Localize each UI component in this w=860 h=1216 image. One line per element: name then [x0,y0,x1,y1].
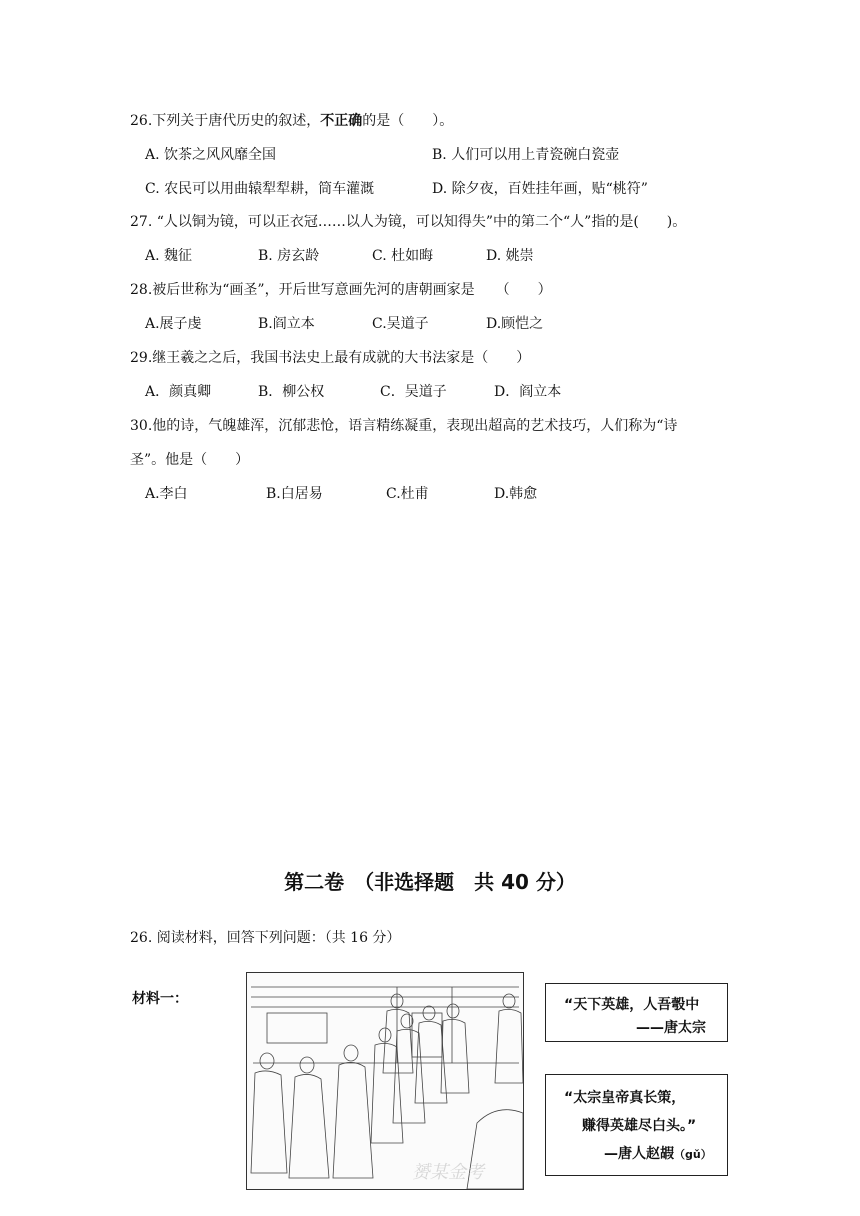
q27-option-a: A. 魏征 [145,248,193,264]
q27-option-c: C. 杜如晦 [372,248,434,264]
question-26-stem [130,112,453,130]
stem-emphasis: 不正确 [320,113,363,129]
q29-option-b: B．柳公权 [258,384,325,400]
quote-2-line2: 赚得英雄尽白头。” [582,1118,697,1134]
question-27-stem: 27. “人以铜为镜，可以正衣冠……以人为镜，可以知得失”中的第二个“人”指的是( )。 [130,214,687,230]
question-30-stem-line1: 30.他的诗，气魄雄浑，沉郁悲怆，语言精练凝重，表现出超高的艺术技巧，人们称为“诗 [130,418,678,434]
q28-option-a: A.展子虔 [145,316,202,332]
q26-option-b: B. 人们可以用上青瓷碗白瓷壶 [432,147,620,163]
q28-option-c: C.吴道子 [372,316,429,332]
material-1-label: 材料一： [132,991,188,1007]
q26-option-a: A. 饮茶之风风靡全国 [145,147,277,163]
quote-2-attribution [604,1143,712,1163]
q30-option-d: D.韩愈 [494,486,538,502]
quote-1-text: “天下英雄，人吾彀中 [564,997,700,1013]
q29-option-c: C．吴道子 [380,384,447,400]
essay-question-heading: 26. 阅读材料，回答下列问题：（共 16 分） [130,930,401,946]
question-29-stem: 29.继王羲之之后，我国书法史上最有成就的大书法家是（ ） [130,350,531,366]
section-title: 第二卷 （非选择题 共 40 分） [284,870,576,894]
quote-1-attribution: ——唐太宗 [636,1020,706,1036]
q26-option-c: C. 农民可以用曲辕犁犁耕，筒车灌溉 [145,181,375,197]
q26-option-d: D. 除夕夜，百姓挂年画，贴“桃符” [432,181,648,197]
historical-illustration [246,972,524,1190]
quote-2-pinyin: （gǔ） [674,1148,712,1161]
q27-option-d: D. 姚崇 [486,248,534,264]
quote-2-line1: “太宗皇帝真长策， [564,1090,686,1106]
question-28-stem: 28.被后世称为“画圣”，开后世写意画先河的唐朝画家是 （ ） [130,282,552,298]
q28-option-d: D.顾恺之 [486,316,544,332]
q27-option-b: B. 房玄龄 [258,248,320,264]
quote-2-author: —唐人赵嘏 [604,1146,674,1162]
stem-prefix: 26.下列关于唐代历史的叙述， [130,113,321,129]
q30-option-c: C.杜甫 [386,486,429,502]
quote-box-2 [545,1074,728,1176]
quote-box-1 [545,983,728,1042]
q30-option-b: B.白居易 [266,486,323,502]
scholars-illustration-graphic [247,973,523,1189]
question-30-stem-line2: 圣”。他是（ ） [130,452,250,468]
watermark: 赟某金考 [412,1162,484,1183]
stem-suffix: 的是（ ）。 [362,113,454,129]
q30-option-a: A.李白 [145,486,188,502]
q29-option-a: A．颜真卿 [145,384,212,400]
q29-option-d: D．阎立本 [494,384,562,400]
q28-option-b: B.阎立本 [258,316,315,332]
